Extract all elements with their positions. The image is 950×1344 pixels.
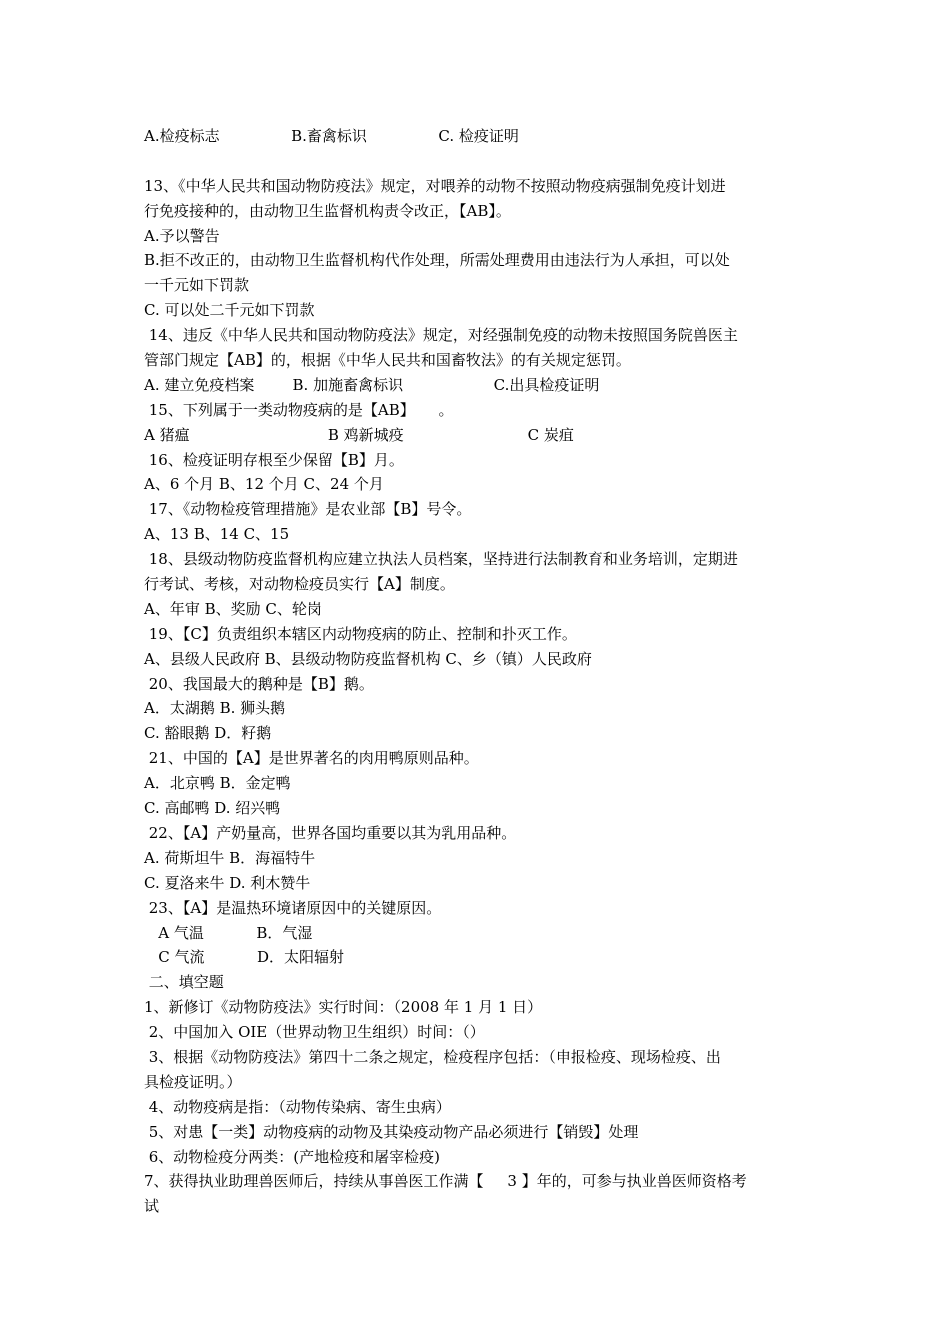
text-line: A．太湖鹅 B. 狮头鹅: [144, 699, 286, 718]
text-line: A. 荷斯坦牛 B．海福特牛: [144, 848, 316, 867]
text-line: 21、中国的【A】是世界著名的肉用鸭原则品种。: [144, 749, 479, 768]
text-line: 13、《中华人民共和国动物防疫法》规定，对喂养的动物不按照动物疫病强制免疫计划进: [144, 176, 726, 195]
text-line: 2、中国加入 OIE（世界动物卫生组织）时间：（）: [144, 1023, 485, 1042]
text-line: A、6 个月 B、12 个月 C、24 个月: [144, 475, 384, 494]
text-line: 二、填空题: [144, 973, 224, 992]
text-line: A、县级人民政府 B、县级动物防疫监督机构 C、乡（镇）人民政府: [144, 649, 592, 668]
text-line: A.检疫标志 B.畜禽标识 C. 检疫证明: [144, 127, 519, 145]
text-line: 一千元如下罚款: [144, 276, 250, 295]
text-line: 3、根据《动物防疫法》第四十二条之规定，检疫程序包括：（申报检疫、现场检疫、出: [144, 1047, 721, 1066]
text-line: 行免疫接种的，由动物卫生监督机构责令改正，【AB】。: [144, 201, 511, 220]
text-line: 5、对患【一类】动物疫病的动物及其染疫动物产品必须进行【销毁】处理: [144, 1122, 639, 1141]
text-line: 4、动物疫病是指：（动物传染病、寄生虫病）: [144, 1097, 451, 1116]
text-line: C 气流 D．太阳辐射: [144, 948, 345, 967]
text-line: 16、检疫证明存根至少保留【B】月。: [144, 450, 404, 469]
text-line: A 气温 B．气湿: [144, 923, 313, 942]
text-line: 行考试、考核，对动物检疫员实行【A】制度。: [144, 575, 455, 594]
text-line: A．北京鸭 B．金定鸭: [144, 774, 291, 793]
text-line: 6、动物检疫分两类：(产地检疫和屠宰检疫): [144, 1147, 441, 1166]
text-line: 试: [144, 1197, 160, 1216]
text-line: 23、【A】是温热环境诸原因中的关键原因。: [144, 898, 442, 917]
text-line: A、年审 B、奖励 C、轮岗: [144, 599, 322, 618]
blank-line: [144, 149, 809, 174]
text-line: A. 建立免疫档案 B. 加施畜禽标识 C.出具检疫证明: [144, 375, 600, 394]
text-line: 18、县级动物防疫监督机构应建立执法人员档案，坚持进行法制教育和业务培训，定期进: [144, 550, 738, 569]
text-line: 7、获得执业助理兽医师后，持续从事兽医工作满【 3 】年的，可参与执业兽医师资格考: [144, 1172, 747, 1191]
text-line: 19、【C】负责组织本辖区内动物疫病的防止、控制和扑灭工作。: [144, 624, 577, 643]
text-line: 具检疫证明。）: [144, 1072, 242, 1091]
text-line: A、13 B、14 C、15: [144, 525, 290, 544]
text-line: C. 可以处二千元如下罚款: [144, 301, 315, 320]
text-line: B.拒不改正的，由动物卫生监督机构代作处理，所需处理费用由违法行为人承担，可以处: [144, 251, 730, 270]
document-body: [144, 124, 809, 1219]
text-line: 20、我国最大的鹅种是【B】鹅。: [144, 674, 374, 693]
text-line: 1、新修订《动物防疫法》实行时间：（2008 年 1 月 1 日）: [144, 998, 543, 1017]
text-line: A.予以警告: [144, 226, 220, 245]
text-line: 管部门规定【AB】的，根据《中华人民共和国畜牧法》的有关规定惩罚。: [144, 351, 631, 370]
text-line: 22、【A】产奶量高，世界各国均重要以其为乳用品种。: [144, 823, 517, 842]
text-line: A 猪瘟 B 鸡新城疫 C 炭疽: [144, 425, 574, 444]
text-line: 17、《动物检疫管理措施》是农业部【B】号令。: [144, 500, 472, 519]
text-line: 14、违反《中华人民共和国动物防疫法》规定，对经强制免疫的动物未按照国务院兽医主: [144, 326, 738, 345]
text-line: C. 豁眼鹅 D．籽鹅: [144, 724, 272, 743]
text-line: C. 夏洛来牛 D. 利木赞牛: [144, 873, 311, 892]
text-line: 15、下列属于一类动物疫病的是【AB】 。: [144, 400, 454, 419]
text-line: C. 高邮鸭 D. 绍兴鸭: [144, 799, 281, 818]
